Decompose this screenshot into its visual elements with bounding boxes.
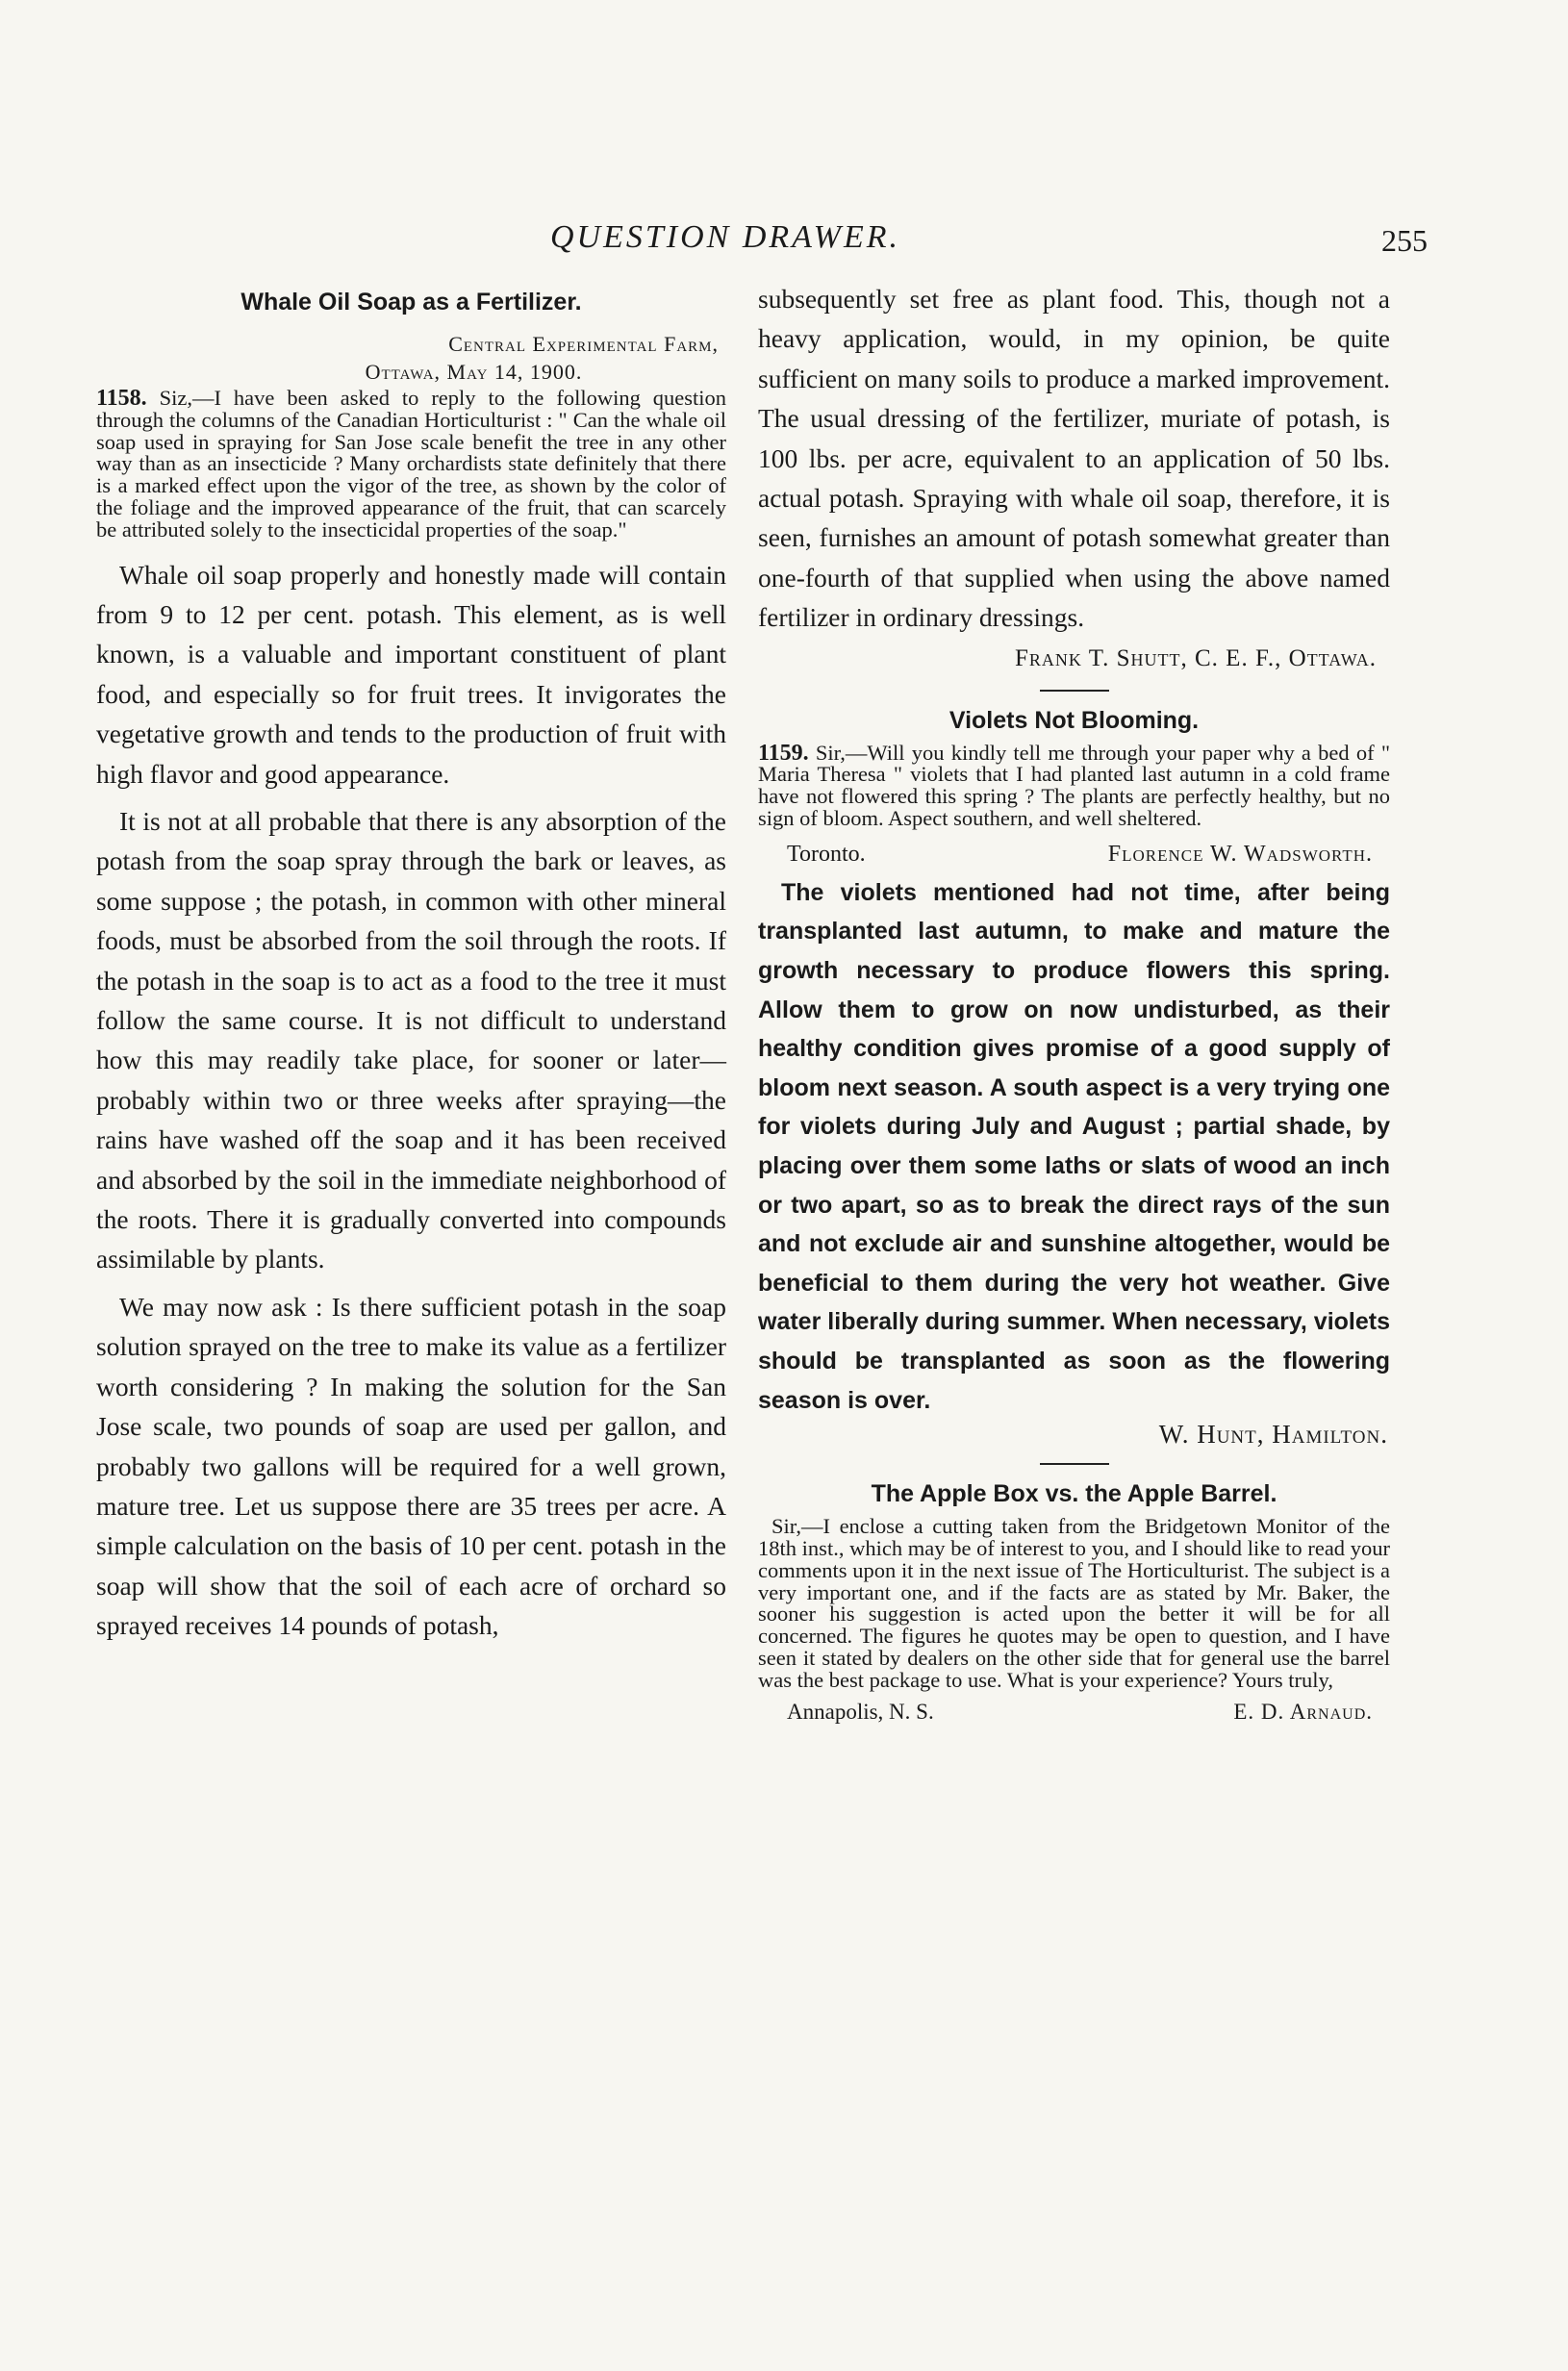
question-signature-row xyxy=(787,842,1373,868)
answer-paragraph-2: It is not at all probable that there is any absorption of the potash from the soap spray through the bark or leaves, as some suppose ; the potash, in common with other mineral foods, must be absorbed from the soil through the roots. If the potash in the soap is to act as a food to the tree it must follow the same course. It is not difficult to understand how this may readily take place, for sooner or later—probably within two or three weeks after spraying—the rains have washed off the soap and it has been received and absorbed by the soil in the immediate neighborhood of the roots. There it is gradually converted into compounds assimilable by plants. xyxy=(96,806,726,1274)
continued-paragraph: subsequently set free as plant food. This, though not a heavy application, would, in my opinion, be quite sufficient on many soils to produce a marked improvement. The usual dressing of the fertilizer, muriate of potash, is 100 lbs. per acre, equivalent to an application of 50 lbs. actual potash. Spraying with whale oil soap, therefore, it is seen, furnishes an amount of potash somewhat greater than one-fourth of that supplied when using the above named fertilizer in ordinary dressings. xyxy=(758,284,1390,633)
question-number: 1159. xyxy=(758,740,809,766)
violets-answer: The violets mentioned had not time, after being transplanted last autumn, to make and mature the growth necessary to produce flowers this spring. Allow them to grow on now undisturbed, as their healthy condition gives promise of a good supply of bloom next season. A south aspect is a very trying one for violets during July and August ; partial shade, by placing over them some laths or slats of wood an inch or two apart, so as to break the direct rays of the sun and not exclude air and sunshine altogether, would be beneficial to them during the very hot weather. Give water liberally during summer. When necessary, violets should be transplanted as soon as the flowering season is over. xyxy=(758,878,1390,1414)
question-text: Sir,—Will you kindly tell me through your paper why a bed of " Maria Theresa " violets that I had planted last autumn in a cold frame have not flowered this spring ? The plants are perfectly healthy, but no sign of bloom. Aspect southern, and well sheltered. xyxy=(758,740,1391,831)
article-headline-violets: Violets Not Blooming. xyxy=(948,706,1200,734)
left-column xyxy=(96,289,726,1646)
page-number: 255 xyxy=(1381,223,1428,258)
article-headline-apple-box: The Apple Box vs. the Apple Barrel. xyxy=(871,1480,1277,1508)
right-column xyxy=(758,284,1391,1725)
apple-box-letter: Sir,—I enclose a cutting taken from the Bridgetown Monitor of the 18th inst., which may be of interest to you, and I should like to read your comments upon it in the next issue of The Horticulturist. The subject is a very important one, and if the facts are as stated by Mr. Baker, the sooner his suggestion is acted upon the better it will be for all concerned. The figures he quotes may be open to question, and I have seen it stated by dealers on the other side that for general use the barrel was the best package to use. What is your experience? Yours truly, xyxy=(758,1514,1390,1692)
signature-hunt: W. Hunt, Hamilton. xyxy=(1158,1420,1388,1450)
question-author: Florence W. Wadsworth. xyxy=(1107,841,1373,867)
section-divider xyxy=(1040,690,1109,692)
running-head xyxy=(0,219,1568,258)
running-title: QUESTION DRAWER. xyxy=(550,219,901,255)
dateline-institution: Central Experimental Farm, xyxy=(448,332,719,356)
letter-signature-row xyxy=(787,1700,1373,1725)
article-headline-whale-oil: Whale Oil Soap as a Fertilizer. xyxy=(240,289,582,315)
section-divider xyxy=(1040,1463,1109,1465)
question-text: Siz,—I have been asked to reply to the following question through the columns of the Canadian Horticulturist : " Can the whale oil soap used in spraying for San Jose scale benefit the tree in any other way than as an insecticide ? Many orchardists state definitely that there is a marked effect upon the vigor of the tree, as shown by the color of the foliage and the improved appearance of the fruit, that can scarcely be attributed solely to the insecticidal properties of the soap." xyxy=(96,386,726,542)
question-letter-1159 xyxy=(758,740,1391,831)
question-letter-1158 xyxy=(96,388,726,542)
answer-paragraph-1: Whale oil soap properly and honestly made will contain from 9 to 12 per cent. potash. This element, as is well known, is a valuable and important constituent of plant food, and especially so for fruit trees. It invigorates the vegetative growth and tends to the production of fruit with high flavor and good appearance. xyxy=(96,559,726,789)
letter-place: Annapolis, N. S. xyxy=(787,1699,934,1724)
letter-author: E. D. Arnaud. xyxy=(1233,1699,1373,1724)
answer-paragraph-3: We may now ask : Is there sufficient potash in the soap solution sprayed on the tree to make its value as a fertilizer worth considering ? In making the solution for the San Jose scale, two pounds of soap are used per gallon, and probably two gallons will be required for a well grown, mature tree. Let us suppose there are 35 trees per acre. A simple calculation on the basis of 10 per cent. potash in the soap will show that the soil of each acre of orchard so sprayed receives 14 pounds of potash, xyxy=(96,1291,726,1641)
dateline-date: Ottawa, May 14, 1900. xyxy=(365,360,583,384)
question-place: Toronto. xyxy=(787,841,866,867)
signature-shutt: Frank T. Shutt, C. E. F., Ottawa. xyxy=(1014,644,1377,671)
question-number: 1158. xyxy=(96,386,147,411)
